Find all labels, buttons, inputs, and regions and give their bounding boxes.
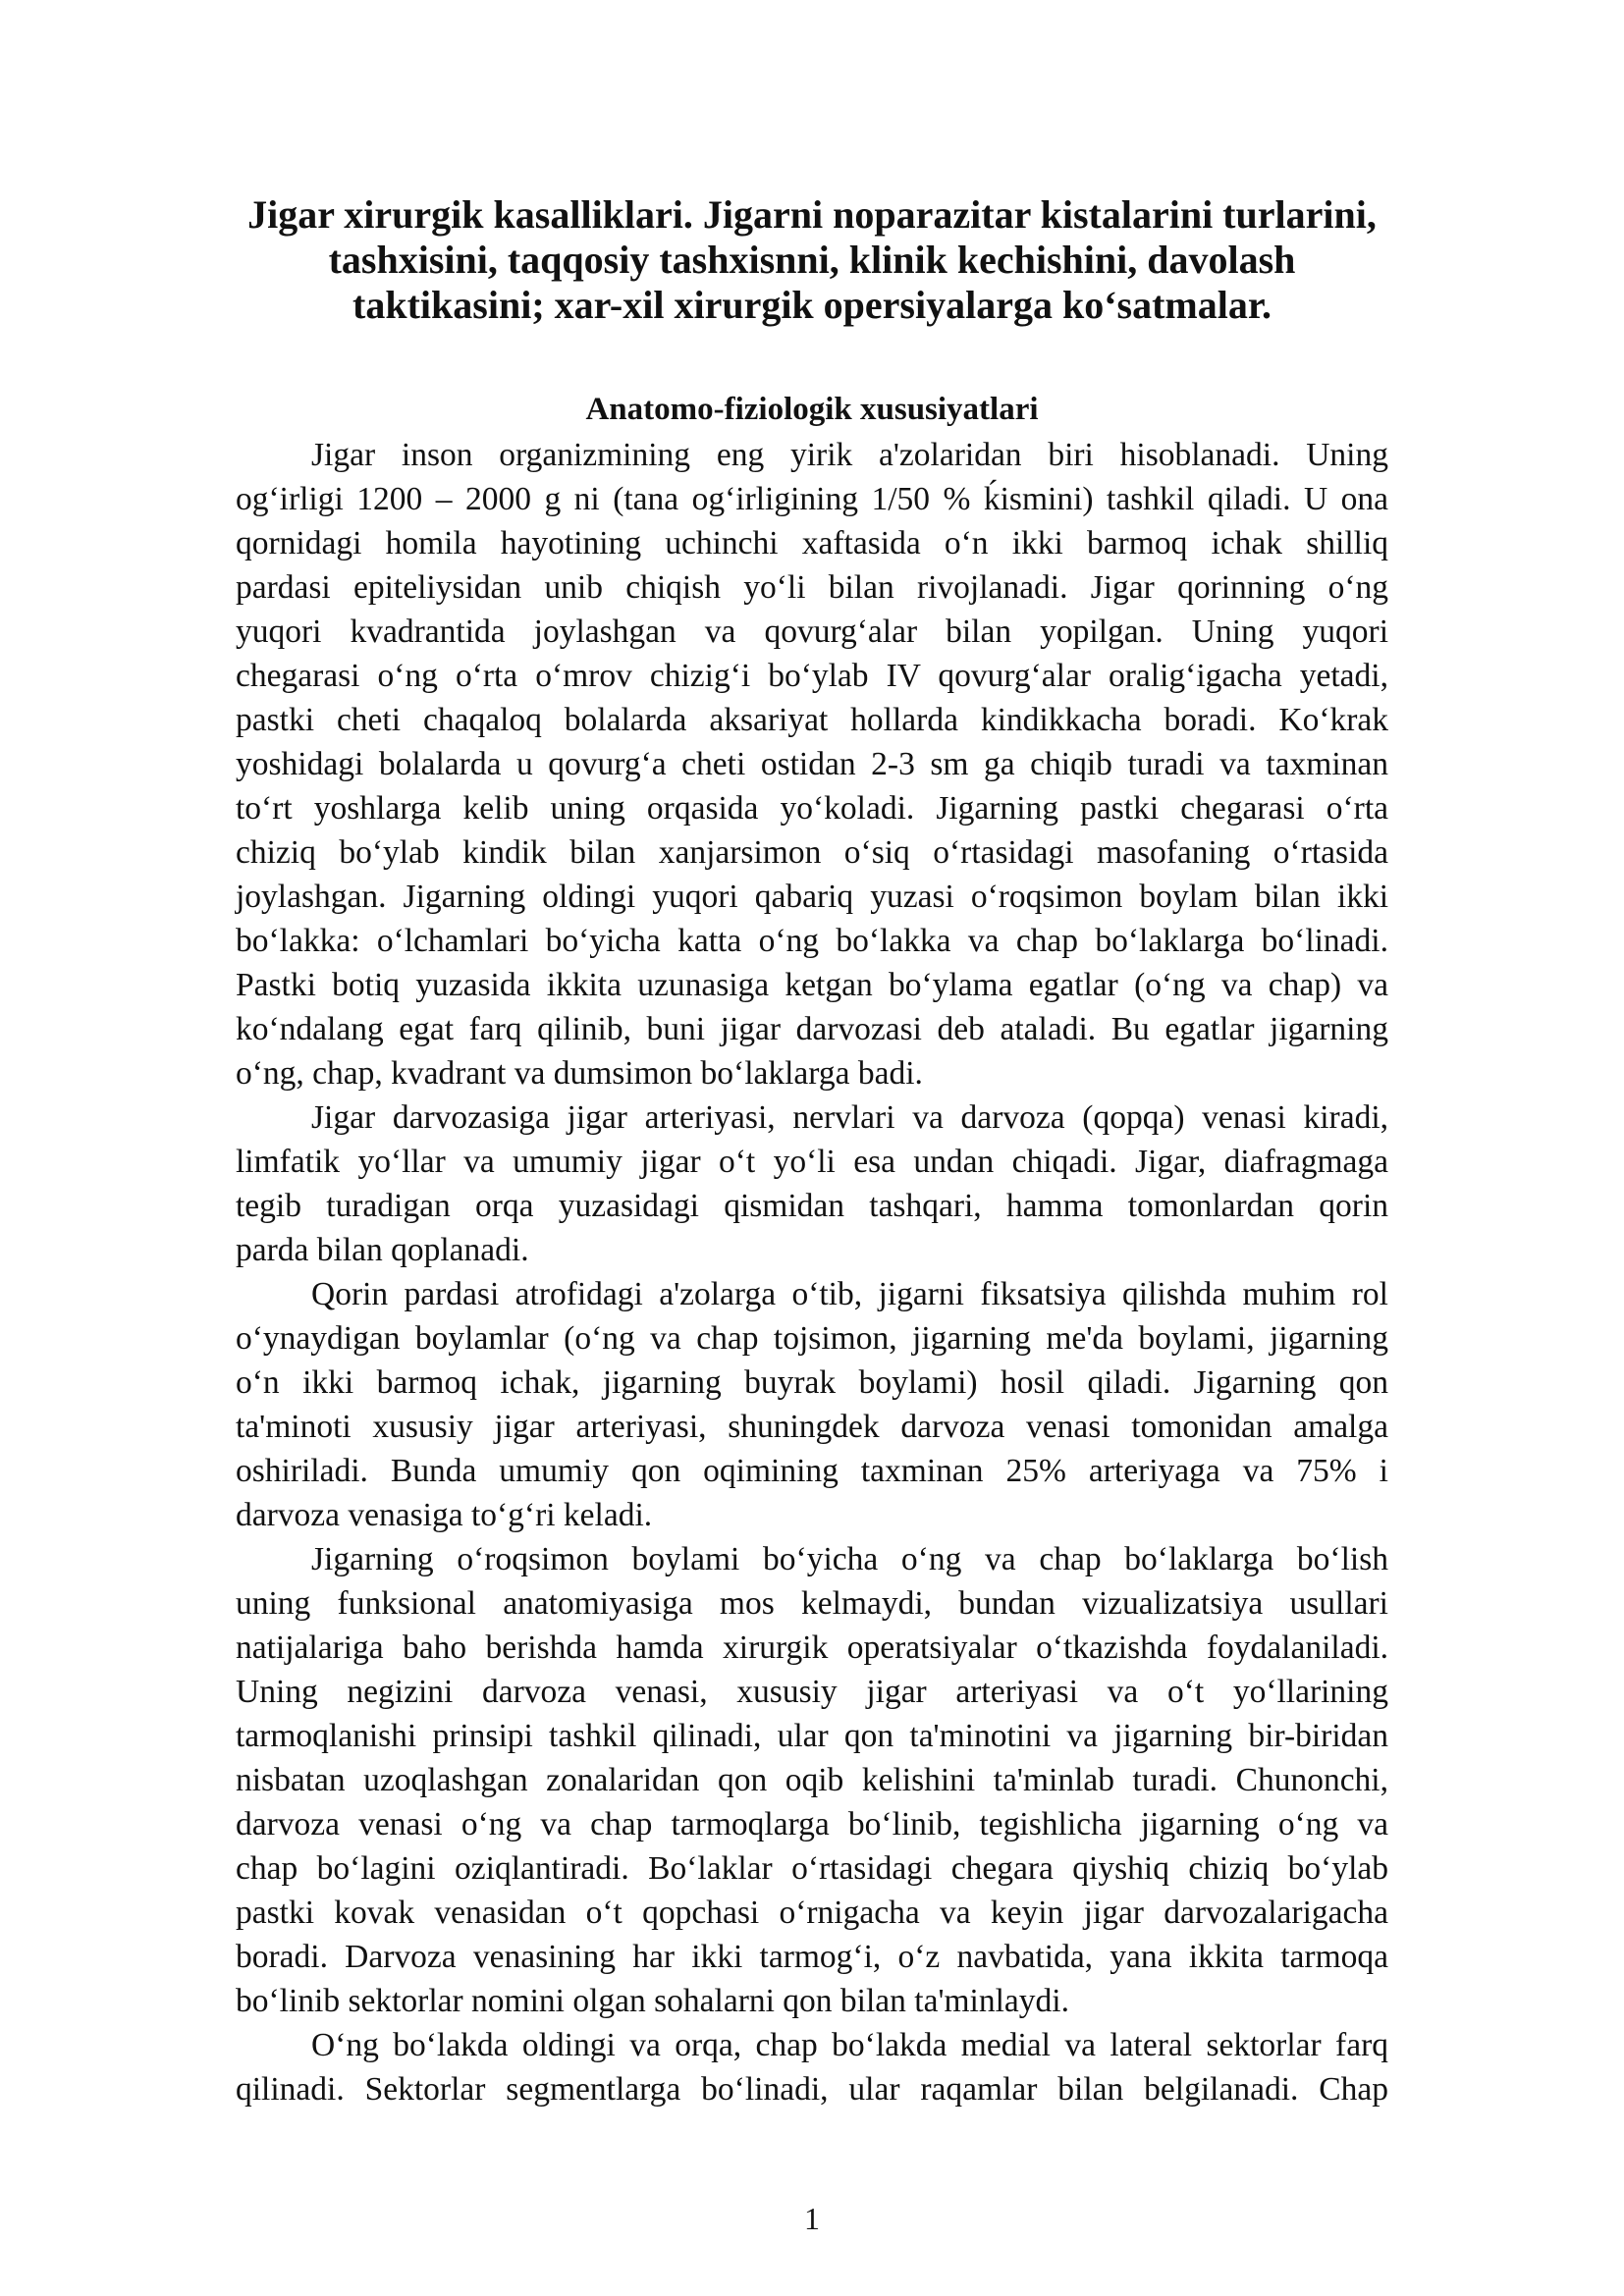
paragraph-line: pardasi epiteliysidan unib chiqish yo‘li bilan rivojlanadi. Jigar qorinning o‘ng: [236, 569, 1388, 606]
paragraph-line: darvoza venasiga to‘g‘ri keladi.: [236, 1497, 653, 1533]
paragraph-line: Pastki botiq yuzasida ikkita uzunasiga ketgan bo‘ylama egatlar (o‘ng va chap) va: [236, 967, 1388, 1003]
paragraph-line: Jigar darvozasiga jigar arteriyasi, nervlari va darvoza (qopqa) venasi kiradi,: [311, 1099, 1388, 1136]
paragraph-line: darvoza venasi o‘ng va chap tarmoqlarga bo‘linib, tegishlicha jigarning o‘ng va: [236, 1806, 1388, 1842]
paragraph-line: bo‘linib sektorlar nomini olgan sohalarni qon bilan ta'minlaydi.: [236, 1983, 1069, 2019]
paragraph-line: og‘irligi 1200 – 2000 g ni (tana og‘irligining 1/50 % ḱismini) tashkil qiladi. U ona: [236, 481, 1388, 517]
body-paragraph: [236, 433, 1388, 1095]
paragraph-line: O‘ng bo‘lakda oldingi va orqa, chap bo‘lakda medial va lateral sektorlar farq: [311, 2027, 1388, 2063]
paragraph-line: Jigarning o‘roqsimon boylami bo‘yicha o‘ng va chap bo‘laklarga bo‘lish: [311, 1541, 1388, 1577]
paragraph-line: joylashgan. Jigarning oldingi yuqori qabariq yuzasi o‘roqsimon boylam bilan ikki: [236, 879, 1388, 915]
paragraph-line: chegarasi o‘ng o‘rta o‘mrov chizig‘i bo‘ylab IV qovurg‘alar oralig‘igacha yetadi,: [236, 658, 1388, 694]
paragraph-line: parda bilan qoplanadi.: [236, 1232, 529, 1268]
paragraph-line: Qorin pardasi atrofidagi a'zolarga o‘tib, jigarni fiksatsiya qilishda muhim rol: [311, 1276, 1388, 1312]
paragraph-line: oshiriladi. Bunda umumiy qon oqimining taxminan 25% arteriyaga va 75% i: [236, 1453, 1388, 1489]
document-title: [196, 192, 1428, 328]
paragraph-line: Uning negizini darvoza venasi, xususiy jigar arteriyasi va o‘t yo‘llarining: [236, 1674, 1388, 1710]
paragraph-line: Jigar inson organizmining eng yirik a'zolaridan biri hisoblanadi. Uning: [311, 437, 1388, 473]
paragraph-line: yuqori kvadrantida joylashgan va qovurg‘alar bilan yopilgan. Uning yuqori: [236, 614, 1388, 650]
paragraph-line: to‘rt yoshlarga kelib uning orqasida yo‘koladi. Jigarning pastki chegarasi o‘rta: [236, 790, 1388, 827]
paragraph-line: chiziq bo‘ylab kindik bilan xanjarsimon o‘siq o‘rtasidagi masofaning o‘rtasida: [236, 834, 1388, 871]
body-paragraph: [236, 2023, 1388, 2111]
title-line: tashxisini, taqqosiy tashxisnni, klinik kechishini, davolash: [328, 238, 1296, 282]
paragraph-line: tarmoqlanishi prinsipi tashkil qilinadi, ular qon ta'minotini va jigarning bir-biridan: [236, 1718, 1388, 1754]
page-number: 1: [804, 2201, 820, 2236]
paragraph-line: pastki cheti chaqaloq bolalarda aksariyat hollarda kindikkacha boradi. Ko‘krak: [236, 702, 1388, 738]
body-paragraph: [236, 1095, 1388, 1272]
title-line: Jigar xirurgik kasalliklari. Jigarni noparazitar kistalarini turlarini,: [247, 192, 1377, 237]
paragraph-line: o‘n ikki barmoq ichak, jigarning buyrak boylami) hosil qiladi. Jigarning qon: [236, 1364, 1388, 1401]
paragraph-line: o‘ynaydigan boylamlar (o‘ng va chap tojsimon, jigarning me'da boylami, jigarning: [236, 1320, 1388, 1357]
paragraph-line: uning funksional anatomiyasiga mos kelmaydi, bundan vizualizatsiya usullari: [236, 1585, 1388, 1622]
paragraph-line: qilinadi. Sektorlar segmentlarga bo‘linadi, ular raqamlar bilan belgilanadi. Chap: [236, 2071, 1388, 2108]
paragraph-line: bo‘lakka: o‘lchamlari bo‘yicha katta o‘ng bo‘lakka va chap bo‘laklarga bo‘linadi.: [236, 923, 1388, 959]
document-body: [236, 433, 1388, 2111]
paragraph-line: tegib turadigan orqa yuzasidagi qismidan tashqari, hamma tomonlardan qorin: [236, 1188, 1388, 1224]
paragraph-line: chap bo‘lagini oziqlantiradi. Bo‘laklar o‘rtasidagi chegara qiyshiq chiziq bo‘ylab: [236, 1850, 1388, 1887]
paragraph-line: ko‘ndalang egat farq qilinib, buni jigar darvozasi deb ataladi. Bu egatlar jigarning: [236, 1011, 1388, 1047]
title-line: taktikasini; xar-xil xirurgik opersiyalarga ko‘satmalar.: [352, 283, 1272, 327]
paragraph-line: yoshidagi bolalarda u qovurg‘a cheti ostidan 2-3 sm ga chiqib turadi va taxminan: [236, 746, 1388, 782]
paragraph-line: qornidagi homila hayotining uchinchi xaftasida o‘n ikki barmoq ichak shilliq: [236, 525, 1388, 561]
paragraph-line: pastki kovak venasidan o‘t qopchasi o‘rnigacha va keyin jigar darvozalarigacha: [236, 1895, 1388, 1931]
paragraph-line: limfatik yo‘llar va umumiy jigar o‘t yo‘li esa undan chiqadi. Jigar, diafragmaga: [236, 1144, 1388, 1180]
paragraph-line: natijalariga baho berishda hamda xirurgik operatsiyalar o‘tkazishda foydalaniladi.: [236, 1629, 1388, 1666]
paragraph-line: ta'minoti xususiy jigar arteriyasi, shuningdek darvoza venasi tomonidan amalga: [236, 1409, 1388, 1445]
section-heading: Anatomo-fiziologik xususiyatlari: [585, 392, 1039, 427]
paragraph-line: o‘ng, chap, kvadrant va dumsimon bo‘laklarga badi.: [236, 1055, 923, 1092]
paragraph-line: boradi. Darvoza venasining har ikki tarmog‘i, o‘z navbatida, yana ikkita tarmoqa: [236, 1939, 1388, 1975]
body-paragraph: [236, 1272, 1388, 1537]
body-paragraph: [236, 1537, 1388, 2023]
paragraph-line: nisbatan uzoqlashgan zonalaridan qon oqib kelishini ta'minlab turadi. Chunonchi,: [236, 1762, 1388, 1798]
